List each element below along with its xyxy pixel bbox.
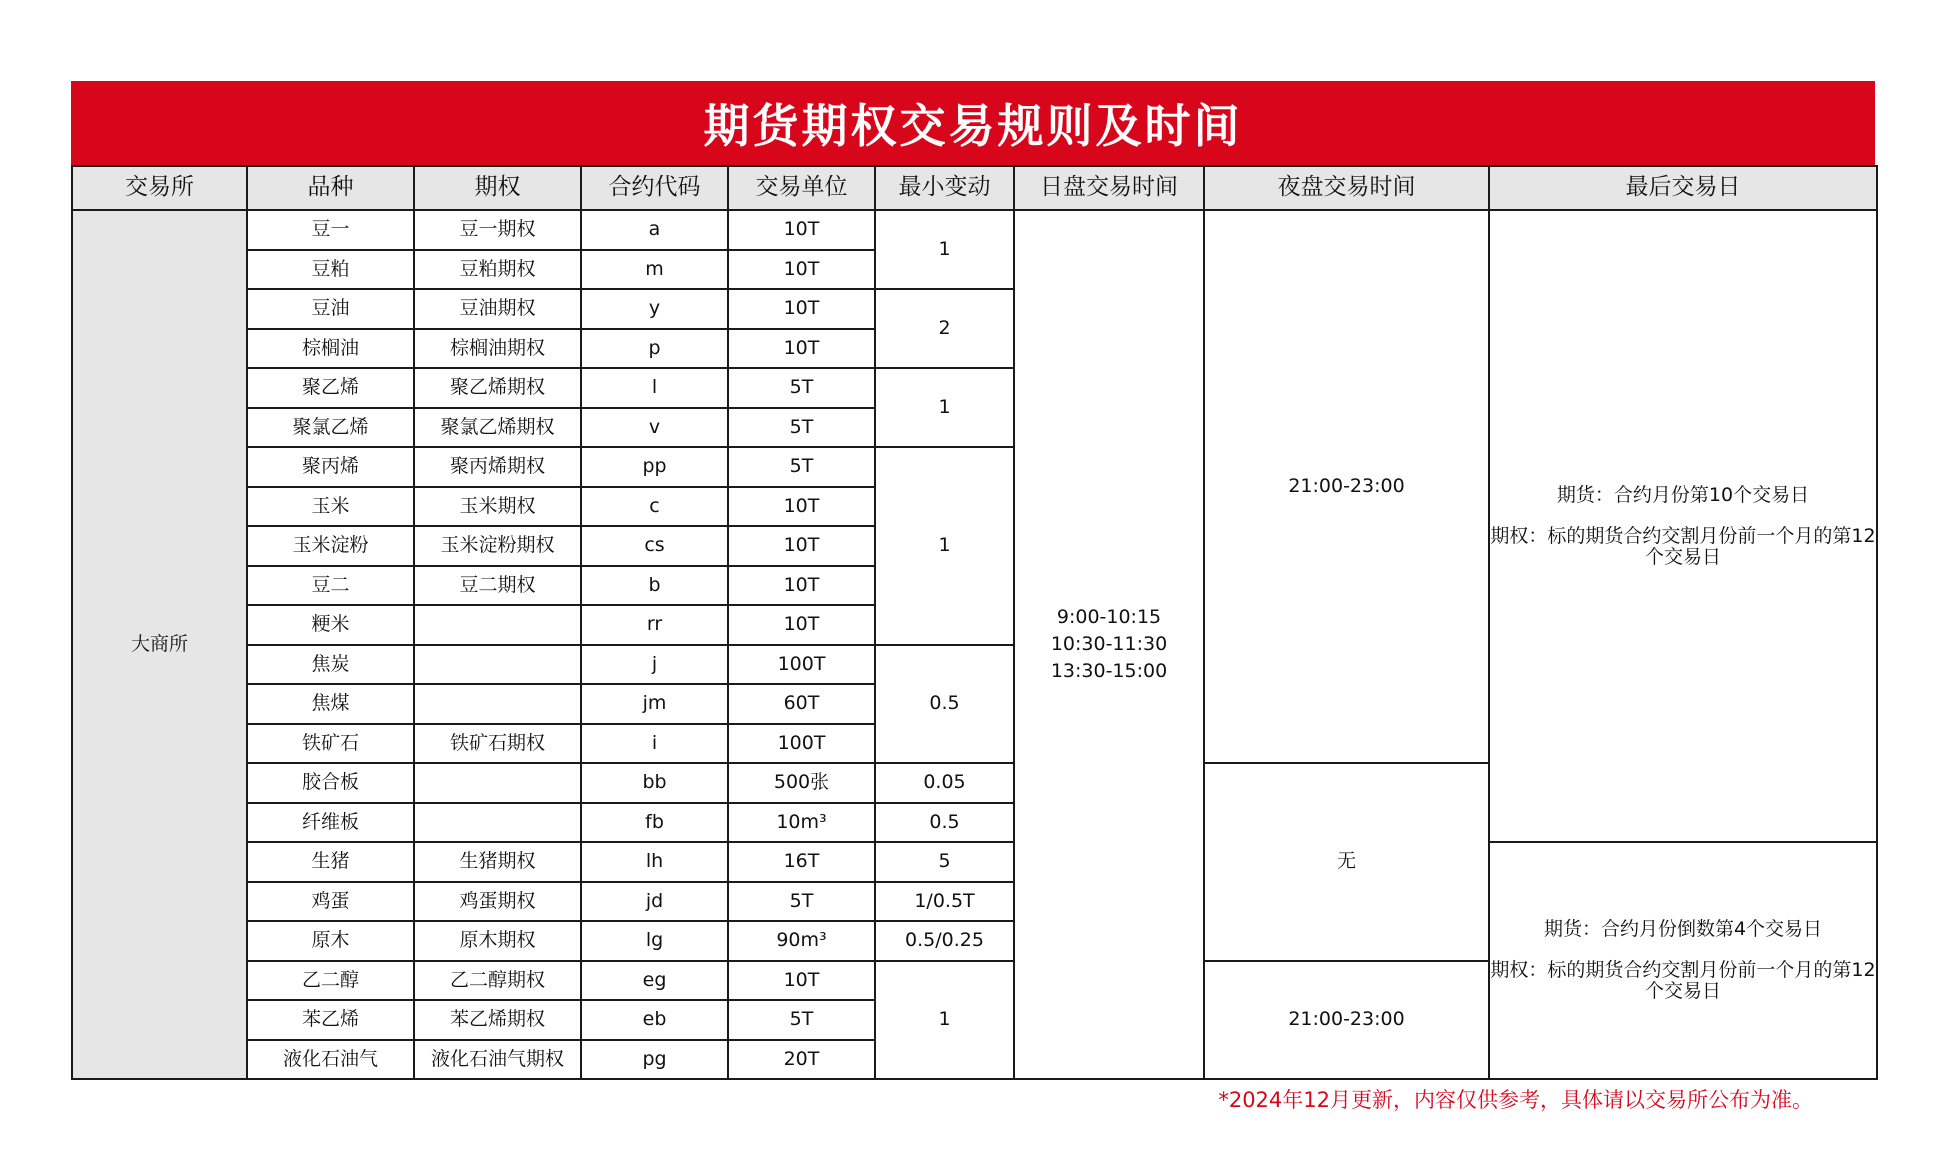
variety-cell: 豆油 xyxy=(247,289,414,329)
night-session-cell: 21:00-23:00 xyxy=(1204,961,1489,1080)
day-session-cell xyxy=(1014,210,1204,1079)
variety-cell: 豆粕 xyxy=(247,250,414,290)
unit-cell: 10m³ xyxy=(728,803,875,843)
min-change-cell: 0.5 xyxy=(875,645,1014,764)
min-change-cell: 5 xyxy=(875,842,1014,882)
variety-cell: 焦煤 xyxy=(247,684,414,724)
code-cell: bb xyxy=(581,763,728,803)
last-trade-day-futures: 期货：合约月份倒数第4个交易日 xyxy=(1543,918,1823,940)
option-cell: 生猪期权 xyxy=(414,842,581,882)
option-cell: 玉米期权 xyxy=(414,487,581,527)
unit-cell: 10T xyxy=(728,210,875,250)
option-cell: 聚氯乙烯期权 xyxy=(414,408,581,448)
code-cell: eb xyxy=(581,1000,728,1040)
col-header-code: 合约代码 xyxy=(581,166,728,210)
last-trade-day-cell xyxy=(1489,210,1877,842)
unit-cell: 5T xyxy=(728,408,875,448)
unit-cell: 5T xyxy=(728,447,875,487)
variety-cell: 聚氯乙烯 xyxy=(247,408,414,448)
min-change-cell: 1 xyxy=(875,368,1014,447)
variety-cell: 乙二醇 xyxy=(247,961,414,1001)
option-cell xyxy=(414,763,581,803)
unit-cell: 20T xyxy=(728,1040,875,1080)
unit-cell: 5T xyxy=(728,368,875,408)
table-row xyxy=(72,210,1877,250)
variety-cell: 焦炭 xyxy=(247,645,414,685)
code-cell: jm xyxy=(581,684,728,724)
option-cell: 豆油期权 xyxy=(414,289,581,329)
variety-cell: 棕榈油 xyxy=(247,329,414,369)
unit-cell: 10T xyxy=(728,566,875,606)
col-header-variety: 品种 xyxy=(247,166,414,210)
col-header-min-change: 最小变动 xyxy=(875,166,1014,210)
variety-cell: 聚丙烯 xyxy=(247,447,414,487)
min-change-cell: 0.5/0.25 xyxy=(875,921,1014,961)
option-cell: 鸡蛋期权 xyxy=(414,882,581,922)
code-cell: y xyxy=(581,289,728,329)
col-header-night-session: 夜盘交易时间 xyxy=(1204,166,1489,210)
exchange-cell: 大商所 xyxy=(72,210,247,1079)
col-header-last-trade-day: 最后交易日 xyxy=(1489,166,1877,210)
min-change-cell: 0.5 xyxy=(875,803,1014,843)
header-row xyxy=(72,166,1877,210)
col-header-option: 期权 xyxy=(414,166,581,210)
code-cell: a xyxy=(581,210,728,250)
variety-cell: 聚乙烯 xyxy=(247,368,414,408)
variety-cell: 鸡蛋 xyxy=(247,882,414,922)
table-row xyxy=(72,842,1877,882)
option-cell: 棕榈油期权 xyxy=(414,329,581,369)
option-cell xyxy=(414,803,581,843)
option-cell: 玉米淀粉期权 xyxy=(414,526,581,566)
night-session-cell: 无 xyxy=(1204,763,1489,961)
unit-cell: 5T xyxy=(728,1000,875,1040)
code-cell: v xyxy=(581,408,728,448)
variety-cell: 玉米 xyxy=(247,487,414,527)
min-change-cell: 1 xyxy=(875,961,1014,1080)
option-cell: 豆一期权 xyxy=(414,210,581,250)
day-session-line: 13:30-15:00 xyxy=(1050,660,1168,682)
unit-cell: 100T xyxy=(728,724,875,764)
option-cell xyxy=(414,684,581,724)
variety-cell: 豆一 xyxy=(247,210,414,250)
footnote: *2024年12月更新，内容仅供参考，具体请以交易所公布为准。 xyxy=(1218,1088,1813,1112)
unit-cell: 10T xyxy=(728,289,875,329)
unit-cell: 60T xyxy=(728,684,875,724)
night-session-cell: 21:00-23:00 xyxy=(1204,210,1489,763)
unit-cell: 10T xyxy=(728,526,875,566)
variety-cell: 生猪 xyxy=(247,842,414,882)
min-change-cell: 1/0.5T xyxy=(875,882,1014,922)
variety-cell: 液化石油气 xyxy=(247,1040,414,1080)
option-cell: 原木期权 xyxy=(414,921,581,961)
col-header-exchange: 交易所 xyxy=(72,166,247,210)
variety-cell: 铁矿石 xyxy=(247,724,414,764)
unit-cell: 90m³ xyxy=(728,921,875,961)
min-change-cell: 0.05 xyxy=(875,763,1014,803)
option-cell: 聚乙烯期权 xyxy=(414,368,581,408)
option-cell xyxy=(414,605,581,645)
option-cell: 豆二期权 xyxy=(414,566,581,606)
unit-cell: 10T xyxy=(728,250,875,290)
min-change-cell: 1 xyxy=(875,210,1014,289)
option-cell: 乙二醇期权 xyxy=(414,961,581,1001)
variety-cell: 纤维板 xyxy=(247,803,414,843)
variety-cell: 原木 xyxy=(247,921,414,961)
min-change-cell: 1 xyxy=(875,447,1014,645)
code-cell: b xyxy=(581,566,728,606)
trading-rules-table xyxy=(71,165,1878,1080)
unit-cell: 10T xyxy=(728,605,875,645)
code-cell: rr xyxy=(581,605,728,645)
last-trade-day-options: 期权：标的期货合约交割月份前一个月的第12个交易日 xyxy=(1490,959,1876,1002)
code-cell: c xyxy=(581,487,728,527)
last-trade-day-cell xyxy=(1489,842,1877,1079)
option-cell: 豆粕期权 xyxy=(414,250,581,290)
code-cell: pg xyxy=(581,1040,728,1080)
unit-cell: 10T xyxy=(728,961,875,1001)
variety-cell: 豆二 xyxy=(247,566,414,606)
variety-cell: 苯乙烯 xyxy=(247,1000,414,1040)
col-header-day-session: 日盘交易时间 xyxy=(1014,166,1204,210)
code-cell: j xyxy=(581,645,728,685)
min-change-cell: 2 xyxy=(875,289,1014,368)
code-cell: m xyxy=(581,250,728,290)
code-cell: i xyxy=(581,724,728,764)
code-cell: lh xyxy=(581,842,728,882)
code-cell: cs xyxy=(581,526,728,566)
code-cell: l xyxy=(581,368,728,408)
col-header-unit: 交易单位 xyxy=(728,166,875,210)
last-trade-day-futures: 期货：合约月份第10个交易日 xyxy=(1556,483,1810,506)
option-cell: 铁矿石期权 xyxy=(414,724,581,764)
option-cell xyxy=(414,645,581,685)
day-session-line: 10:30-11:30 xyxy=(1050,633,1168,655)
unit-cell: 10T xyxy=(728,487,875,527)
page-title: 期货期权交易规则及时间 xyxy=(71,81,1875,165)
day-session-line: 9:00-10:15 xyxy=(1056,606,1162,628)
option-cell: 苯乙烯期权 xyxy=(414,1000,581,1040)
code-cell: lg xyxy=(581,921,728,961)
unit-cell: 5T xyxy=(728,882,875,922)
variety-cell: 粳米 xyxy=(247,605,414,645)
code-cell: fb xyxy=(581,803,728,843)
code-cell: eg xyxy=(581,961,728,1001)
unit-cell: 16T xyxy=(728,842,875,882)
unit-cell: 100T xyxy=(728,645,875,685)
variety-cell: 玉米淀粉 xyxy=(247,526,414,566)
unit-cell: 500张 xyxy=(728,763,875,803)
variety-cell: 胶合板 xyxy=(247,763,414,803)
code-cell: p xyxy=(581,329,728,369)
last-trade-day-options: 期权：标的期货合约交割月份前一个月的第12个交易日 xyxy=(1490,524,1876,568)
unit-cell: 10T xyxy=(728,329,875,369)
option-cell: 液化石油气期权 xyxy=(414,1040,581,1080)
option-cell: 聚丙烯期权 xyxy=(414,447,581,487)
code-cell: jd xyxy=(581,882,728,922)
code-cell: pp xyxy=(581,447,728,487)
